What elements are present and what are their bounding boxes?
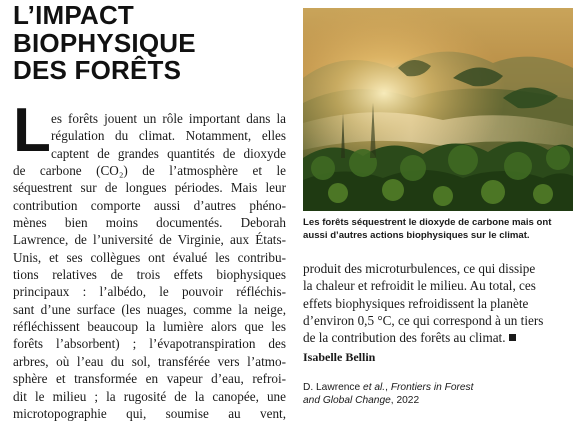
body-line: sant d’une surface (les nuages, comme la neige,	[13, 301, 286, 317]
reference-line	[303, 394, 575, 407]
body-line-last	[303, 329, 574, 346]
caption-line: aussi d’autres actions biophysiques sur le climat.	[303, 230, 530, 241]
body-line: forêts l’absorbent) ; l’évapotranspiration des	[13, 336, 286, 352]
body-line: Lawrence, de l’université de Virginie, aux États-	[13, 232, 286, 248]
body-line: captent de grandes quantités de dioxyde	[51, 145, 286, 161]
article-headline	[13, 2, 283, 85]
body-line: d’environ 0,5 °C, ce qui correspond à un tiers	[303, 313, 544, 329]
body-line: séquestrent sur de longues périodes. Mais leur	[13, 180, 286, 196]
body-line: mènes bien moins documentés. Deborah	[13, 215, 286, 231]
photo-caption	[303, 216, 575, 242]
headline-line: BIOPHYSIQUE	[13, 27, 196, 58]
body-line: produit des microturbulences, ce qui dissipe	[303, 261, 536, 276]
body-line: es forêts jouent un rôle important dans la	[51, 111, 286, 126]
reference-journal: Frontiers in Forest	[390, 382, 474, 393]
reference-year: , 2022	[390, 395, 420, 406]
body-line: réfléchissent beaucoup la lumière alors que les	[13, 319, 286, 335]
body-text-right-column	[303, 260, 574, 347]
caption-line: Les forêts séquestrent le dioxyde de carbone mais ont	[303, 217, 552, 228]
reference-journal: and Global Change	[303, 395, 391, 406]
body-line: tions relatives de trois effets biophysiques	[13, 267, 286, 283]
body-line: dit le milieu ; la rugosité de la canopée, une	[13, 388, 286, 404]
drop-cap: L	[13, 96, 51, 165]
body-line: régulation du climat. Notamment, elles	[51, 128, 286, 144]
body-line: Unis, et ses collègues ont évalué les contribu-	[13, 249, 286, 265]
end-of-article-mark	[509, 334, 516, 341]
body-line: principaux : l’albédo, le pouvoir réfléchis-	[13, 284, 286, 300]
body-line: la chaleur et refroidit le milieu. Au total, ces	[303, 278, 536, 294]
body-line: effets biophysiques refroidissent la planète	[303, 295, 529, 311]
headline-line: DES FORÊTS	[13, 55, 182, 85]
body-line-text: de la contribution des forêts au climat.	[303, 330, 506, 346]
body-line: arbres, où l’eau du sol, transférée vers l’atmo-	[13, 353, 286, 369]
body-text-left-column	[13, 110, 286, 422]
headline-line: L’IMPACT	[13, 0, 134, 30]
reference-authors: D. Lawrence	[303, 382, 361, 393]
misty-forest-sunrise-photo	[303, 8, 573, 211]
forest-photo	[303, 8, 573, 211]
body-line: microtopographie qui, soumise au vent,	[13, 405, 286, 421]
author-byline: Isabelle Bellin	[303, 350, 376, 364]
reference	[303, 381, 575, 407]
body-line: de carbone (CO₂) de l’atmosphère et le	[13, 163, 286, 179]
body-line: contribution comporte aussi d’autres phéno-	[13, 197, 286, 213]
reference-etal: et al.	[363, 382, 386, 393]
body-line: sphère et transformée en vapeur d’eau, refroi-	[13, 371, 286, 387]
reference-line: D. Lawrence et al., Frontiers in Forest	[303, 382, 474, 393]
